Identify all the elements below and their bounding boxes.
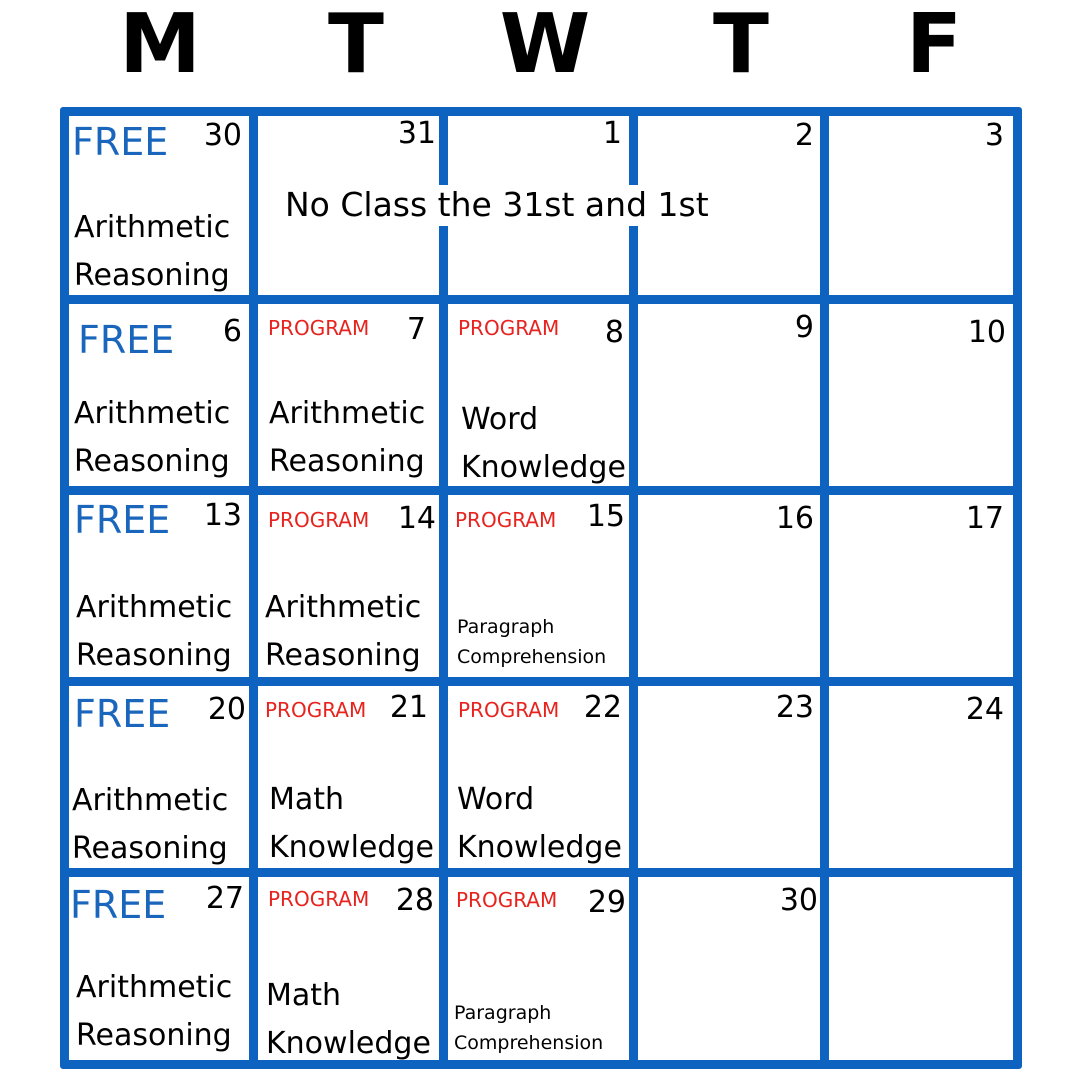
date-number: 16 [775,501,814,536]
subject-label: Paragraph Comprehension [454,1002,604,1054]
subject-label: Arithmetic Reasoning [269,396,426,479]
free-label: FREE [72,120,169,164]
grid-vline-2a [439,107,448,185]
subject-label: Arithmetic Reasoning [72,783,229,866]
date-number: 20 [207,692,246,727]
date-number: 23 [775,690,814,725]
date-number: 28 [395,883,434,918]
program-label: PROGRAM [268,508,370,532]
subject-label: Paragraph Comprehension [457,616,607,668]
free-label: FREE [70,883,167,927]
date-number: 7 [406,312,426,347]
date-number: 3 [984,118,1004,153]
program-label: PROGRAM [458,316,560,340]
date-number: 31 [397,116,436,151]
day-header-tuesday: T [328,0,384,92]
free-label: FREE [74,692,171,736]
date-number: 24 [965,692,1004,727]
subject-label: Math Knowledge [266,978,431,1061]
date-number: 29 [587,885,626,920]
date-number: 22 [583,690,622,725]
date-number: 17 [965,501,1004,536]
program-label: PROGRAM [456,888,558,912]
subject-label: Arithmetic Reasoning [74,210,231,293]
grid-vline-3b [629,226,638,1069]
subject-label: Arithmetic Reasoning [76,970,233,1053]
date-number: 8 [604,315,624,350]
day-header-wednesday: W [499,0,591,92]
day-header-friday: F [905,0,962,92]
date-number: 30 [203,118,242,153]
date-number: 30 [779,883,818,918]
date-number: 9 [794,310,814,345]
grid-vline-3a [629,107,638,185]
subject-label: Word Knowledge [457,782,622,865]
date-number: 6 [222,314,242,349]
date-number: 27 [205,881,244,916]
date-number: 1 [602,116,622,151]
day-header-monday: M [119,0,201,92]
grid-vline-2b [439,226,448,1069]
grid-vline-4 [820,107,829,1069]
no-class-note: No Class the 31st and 1st [285,185,709,224]
program-label: PROGRAM [265,698,367,722]
subject-label: Word Knowledge [461,402,626,485]
subject-label: Arithmetic Reasoning [74,396,231,479]
program-label: PROGRAM [458,698,560,722]
program-label: PROGRAM [268,887,370,911]
free-label: FREE [78,318,175,362]
free-label: FREE [74,498,171,542]
date-number: 13 [203,498,242,533]
day-header-thursday: T [713,0,769,92]
subject-label: Arithmetic Reasoning [265,590,422,673]
date-number: 2 [794,118,814,153]
date-number: 15 [586,499,625,534]
program-label: PROGRAM [268,316,370,340]
program-label: PROGRAM [455,508,557,532]
subject-label: Math Knowledge [269,782,434,865]
subject-label: Arithmetic Reasoning [76,590,233,673]
date-number: 14 [397,501,436,536]
grid-vline-1 [249,107,258,1069]
date-number: 21 [389,690,428,725]
date-number: 10 [967,315,1006,350]
